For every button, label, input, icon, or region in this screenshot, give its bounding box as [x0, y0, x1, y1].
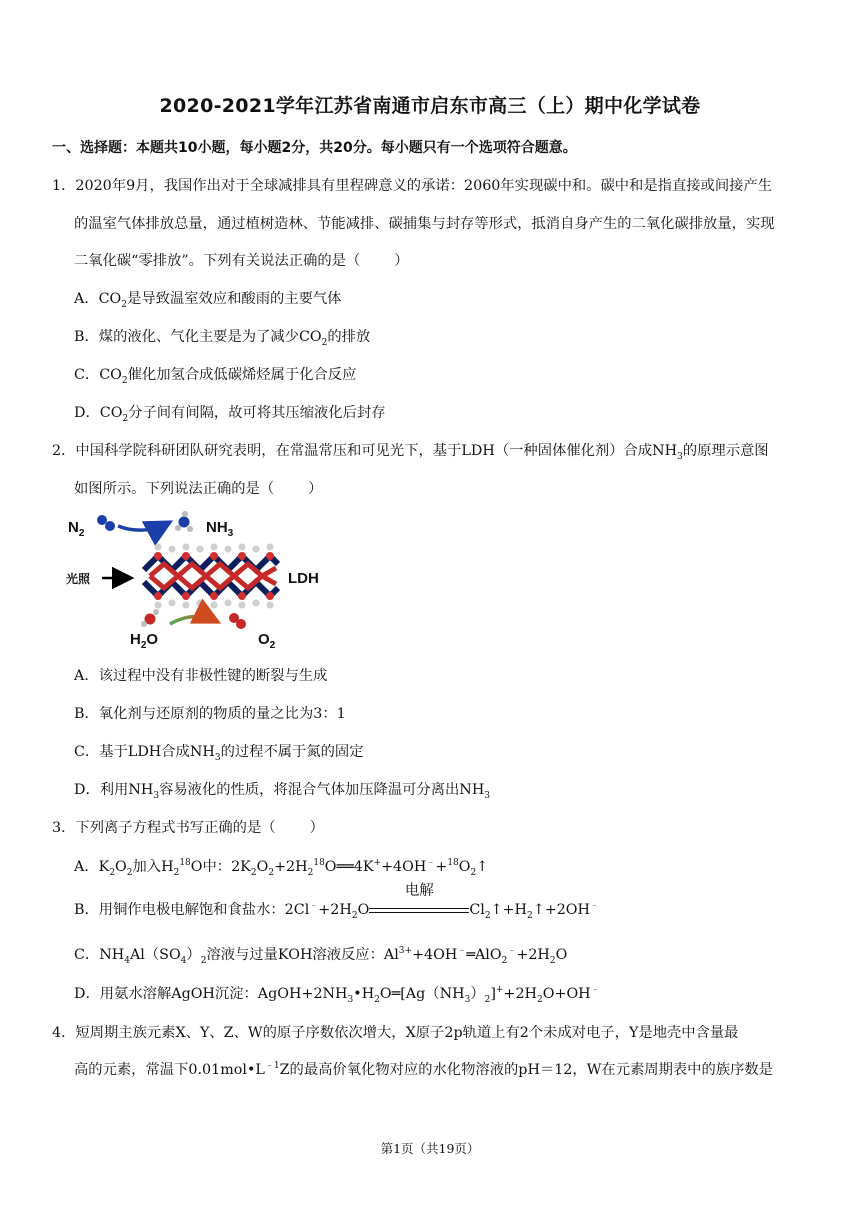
q3-option-d: D．用氨水溶解AgOH沉淀：$AgOH+2NH_3•H_2O═[Ag(NH_3)_2]^++2H_2O+OH^﹣$	[74, 985, 600, 1005]
q1-line1: 1．2020年9月，我国作出对于全球减排具有里程碑意义的承诺：2060年实现碳中和。碳中和是指直接或间接产生	[52, 178, 773, 194]
ldh-diagram-svg	[66, 508, 336, 648]
q2-option-d: D．利用$NH_3$容易液化的性质，将混合气体加压降温可分离出$NH_3$	[74, 782, 491, 801]
h2o-to-o2-arrow	[170, 616, 218, 624]
q1-line2: 的温室气体排放总量，通过植树造林、节能减排、碳捕集与封存等形式，抵消自身产生的二氧化碳排放量，实现	[74, 216, 775, 232]
q1-option-a: A．$CO_2$是导致温室效应和酸雨的主要气体	[74, 291, 342, 310]
q3-option-a: A．$K_2O_2$加入$H_2^{18}O$中：$2K_2O_2+2H_2^{18}O══4K^++4OH^﹣+^{18}O_2↑$	[74, 858, 489, 878]
electrolysis-condition: 电解	[369, 900, 469, 920]
q3-option-b: B．用铜作电极电解饱和食盐水：$2Cl^﹣+2H_2O$ 电解 $Cl_2↑+H_2↑+2OH^﹣$	[74, 883, 599, 921]
q2-line1: 2．中国科学院科研团队研究表明，在常温常压和可见光下，基于LDH（一种固体催化剂）合成$NH_3$的原理示意图	[52, 443, 769, 462]
page-footer: 第1页（共19页）	[380, 1141, 480, 1156]
ldh-diagram	[66, 508, 336, 648]
page-title: 2020-2021学年江苏省南通市启东市高三（上）期中化学试卷	[159, 95, 701, 117]
q2-line2: 如图所示。下列说法正确的是（ ）	[74, 481, 323, 497]
nh3-n-atom	[179, 517, 190, 528]
o2-atom	[236, 619, 246, 629]
q1-line3: 二氧化碳“零排放”。下列有关说法正确的是（ ）	[74, 253, 409, 269]
q1-option-b: B．煤的液化、气化主要是为了减少$CO_2$的排放	[74, 329, 371, 348]
q4-line2: 高的元素，常温下$0.01mol•L^{﹣1}Z$的最高价氧化物对应的水化物溶液的pH＝12，W在元素周期表中的族序数是	[74, 1061, 773, 1078]
nh3-label: $NH_3$	[206, 519, 234, 539]
nh3-h-atom	[182, 511, 188, 517]
nh3-h-atom	[187, 526, 193, 532]
n2-atom	[97, 515, 107, 525]
n2-label: $N_2$	[68, 519, 85, 539]
q2-option-a: A．该过程中没有非极性键的断裂与生成	[74, 668, 328, 684]
o2-label: $O_2$	[258, 631, 276, 648]
ldh-label: LDH	[288, 570, 319, 587]
h2o-label: $H_2O$	[130, 631, 159, 648]
q3-line1: 3．下列离子方程式书写正确的是（ ）	[52, 820, 324, 836]
q1-option-d: D．$CO_2$分子间有间隔，故可将其压缩液化后封存	[74, 405, 386, 424]
q3-option-c: C．$NH_4Al(SO_4)_2$溶液与过量KOH溶液反应：$Al^{3+}+4OH^﹣═AlO_2^﹣+2H_2O$	[74, 946, 568, 966]
n2-atom	[105, 521, 115, 531]
ldh-lattice	[144, 544, 278, 609]
h2o-h-atom	[153, 609, 159, 615]
section-heading: 一、选择题：本题共10小题，每小题2分，共20分。每小题只有一个选项符合题意。	[52, 140, 577, 156]
q1-option-c: C．$CO_2$催化加氢合成低碳烯烃属于化合反应	[74, 367, 357, 386]
q2-option-b: B．氧化剂与还原剂的物质的量之比为3：1	[74, 706, 346, 722]
light-label: 光照	[66, 572, 91, 586]
h2o-h-atom	[141, 621, 147, 627]
q2-option-c: C．基于LDH合成$NH_3$的过程不属于氮的固定	[74, 744, 364, 763]
nh3-h-atom	[175, 525, 181, 531]
n2-to-nh3-arrow	[118, 522, 170, 530]
q4-line1: 4．短周期主族元素X、Y、Z、W的原子序数依次增大，X原子2p轨道上有2个未成对电子，Y是地壳中含量最	[52, 1025, 739, 1041]
